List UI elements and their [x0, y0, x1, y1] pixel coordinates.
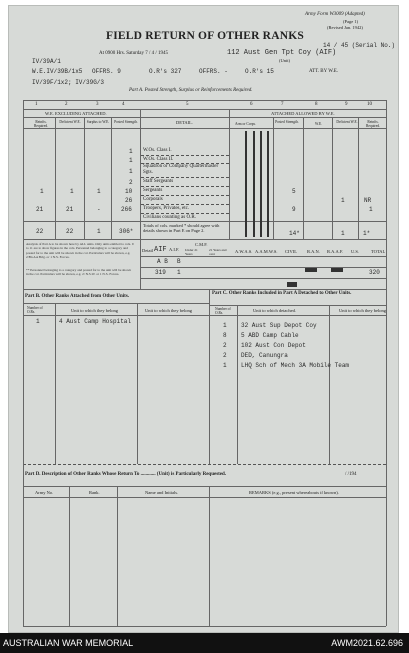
rule [141, 186, 229, 187]
analysis-value: 1 [177, 269, 181, 276]
rule [23, 100, 24, 626]
unit-label: (Unit) [279, 58, 290, 63]
total-cell: 1* [363, 230, 371, 237]
rule [23, 626, 386, 627]
row-detail: Sergeants [143, 188, 163, 193]
row-detail: Troopers, Privates, etc. [143, 206, 190, 211]
archive-footer [0, 633, 409, 653]
cell: - [97, 206, 101, 213]
arm-header: Arm or Corps. [235, 122, 256, 126]
serial-number: 14 / 45 (Serial No.) [323, 42, 396, 49]
footer-right: AWM2021.62.696 [331, 638, 403, 648]
rule [23, 303, 209, 304]
posted-header: Posted Strength. [114, 120, 138, 124]
rule [332, 117, 333, 239]
total-cell: 22 [66, 228, 74, 235]
stroke [245, 131, 247, 237]
part-d-col: REMARKS (e.g., present whereabouts if known). [249, 490, 339, 495]
deficient2-header: Deficient W.E. [336, 120, 358, 124]
footer-left: AUSTRALIAN WAR MEMORIAL [3, 638, 134, 648]
col-num: 4 [122, 102, 125, 107]
att-by: ATT. BY W.E. [309, 69, 339, 74]
stroke [260, 131, 262, 237]
part-b-title: Part B. Other Ranks Attached from Other Units. [25, 294, 130, 299]
rule [140, 256, 386, 257]
row-detail: W.Os. Class I. [143, 148, 172, 153]
part-b-col: Unit to which they belong [145, 308, 192, 313]
rule [23, 100, 386, 101]
analysis-value: 319 [155, 269, 166, 276]
rule [140, 278, 386, 279]
part-c-title: Part C. Other Ranks Included in Part A Detached to Other Units. [212, 291, 352, 296]
col-num: 6 [250, 102, 253, 107]
part-c-num: 1 [223, 362, 227, 369]
surplus-header: Surplus to W.E. [86, 120, 110, 124]
rule [23, 109, 386, 110]
analysis-label: U.S. [351, 249, 360, 254]
total-cell: 14* [289, 230, 300, 237]
analysis-label: R.A.N. [307, 249, 320, 254]
total-cell: 306* [119, 228, 134, 235]
cell: 9 [292, 206, 296, 213]
row-detail: Civilians counting as O.R. [143, 215, 196, 220]
cell: 1 [97, 188, 101, 195]
analysis-label: AIF [154, 246, 167, 254]
rule [141, 177, 229, 178]
rule [141, 204, 229, 205]
analysis-label: CIVIL [285, 249, 297, 254]
rule [209, 305, 386, 306]
rule [229, 109, 230, 239]
total-cell: 22 [36, 228, 44, 235]
part-d-title: Part D. Description of Other Ranks Whose Return To ............ (Unit) is Particularly Requested. [25, 472, 227, 477]
posted2-header: Posted Strength. [275, 120, 299, 124]
part-d-col: Rank. [89, 490, 100, 495]
we-line: W.E.IV/39B/1x5 [32, 68, 83, 75]
detail-header: DETAIL. [176, 120, 194, 125]
col-num: 10 [367, 102, 372, 107]
part-b-unit: 4 Aust Camp Hospital [59, 318, 132, 325]
rule [23, 486, 386, 487]
analysis-label: C.M.F. [195, 242, 208, 247]
part-c-num: 2 [223, 342, 227, 349]
part-c-unit: LHQ Sch of Mech 3A Mobile Team [241, 362, 350, 369]
col-num: 5 [186, 102, 189, 107]
col-num: 8 [315, 102, 318, 107]
rule [141, 195, 229, 196]
stroke [267, 131, 269, 237]
rule [273, 117, 274, 239]
rule [140, 239, 141, 289]
stamp-mark [287, 282, 297, 287]
analysis-label: A.W.A.S. [235, 249, 253, 254]
analysis-sub: Under 21 Years [185, 248, 198, 256]
part-c-num: 1 [223, 322, 227, 329]
analysis-label: Detail [142, 248, 153, 253]
cell: 1 [129, 157, 133, 164]
cell: 1 [341, 197, 345, 204]
rule [386, 100, 387, 626]
rule [141, 163, 229, 164]
rule [141, 213, 229, 214]
rule [303, 117, 304, 239]
part-c-col: Number of O.Rs. [215, 307, 231, 315]
rule [140, 109, 141, 239]
part-d-date: / /194 [345, 472, 357, 477]
cell: NR [364, 197, 372, 204]
reinf-header: Reinfts. Required. [33, 120, 49, 128]
part-c-col: Unit to which they belong [339, 308, 386, 313]
rule [358, 117, 359, 239]
part-c-num: 8 [223, 332, 227, 339]
rule [329, 305, 330, 464]
part-b-num: 1 [36, 318, 40, 325]
unit-name: 112 Aust Gen Tpt Coy (AIF) [227, 49, 337, 57]
stamp-mark [305, 268, 317, 272]
offrs-2: OFFRS. - [199, 68, 228, 75]
rule [140, 267, 386, 268]
ref-2: IV/39F/1x2; IV/39G/3 [32, 79, 105, 86]
reinf2-header: Reinfts. Required. [365, 120, 381, 128]
form-code: Army Form W3009 (Adapted) [305, 12, 365, 17]
col-num: 3 [96, 102, 99, 107]
col-num: 7 [281, 102, 284, 107]
cell: 1 [129, 148, 133, 155]
rule [137, 303, 138, 464]
analysis-note: Analysis of Part A to be shown here by ALL units. Only units entitled to cols. 9 to 11 are to show figures in the cols. Personnel belonging to a category and posted for to the unit will be shown in the col. Particulars will be shown, e.g. 2/Bn AA Brig. or 1 N.S. Forces. [26, 242, 134, 259]
analysis-value: A B [157, 258, 168, 265]
cell: 1 [70, 188, 74, 195]
offrs: OFFRS. 9 [92, 68, 121, 75]
part-d-col: Name and Initials. [145, 490, 179, 495]
rule [23, 315, 386, 316]
stroke [253, 131, 255, 237]
total-cell: 1 [341, 230, 345, 237]
perforation-line [23, 464, 386, 465]
ors-2: O.R's 15 [245, 68, 274, 75]
cell: 21 [36, 206, 44, 213]
at-line: At 0900 Hrs. Saturday 7 / 4 / 1945 [99, 51, 169, 56]
ors: O.R's 327 [149, 68, 182, 75]
form-page: (Page 1) [343, 19, 359, 24]
form-sheet [9, 6, 398, 632]
rule [141, 155, 229, 156]
rule [84, 117, 85, 239]
form-revised: (Revised Jan. 1942) [327, 25, 363, 30]
att-allowed-header: ATTACHED ALLOWED BY W.E. [271, 111, 335, 116]
col-num: 9 [345, 102, 348, 107]
deficient-header: Deficient W.E. [59, 120, 81, 124]
analysis-sub: 21 Years and over [209, 248, 227, 256]
cell: 2 [129, 179, 133, 186]
cell: 21 [66, 206, 74, 213]
col-num: 2 [65, 102, 68, 107]
analysis-label: A.I.F. [169, 247, 180, 252]
rule [55, 117, 56, 239]
cell: 10 [125, 188, 133, 195]
cell: 1 [129, 168, 133, 175]
analysis-label: A.A.M.W.S. [255, 249, 278, 254]
rule [237, 305, 238, 464]
part-c-num: 2 [223, 352, 227, 359]
we-excl-header: W.E. EXCLUDING ATTACHED. [45, 111, 107, 116]
rule [111, 117, 112, 239]
rule [23, 497, 386, 498]
part-d-col: Army No. [35, 490, 54, 495]
part-c-unit: 102 Aust Con Depot [241, 342, 306, 349]
analysis-total: 320 [369, 269, 380, 276]
row-detail: W.Os. Class II. [143, 157, 174, 162]
part-c-unit: 32 Aust Sup Depot Coy [241, 322, 317, 329]
part-c-col: Unit to which detached. [253, 308, 296, 313]
row-detail: Squadron or Company Quartermaster Sgts. [143, 164, 219, 175]
analysis-value: B [177, 258, 181, 265]
cell: 1 [40, 188, 44, 195]
part-c-unit: 5 ABD Camp Cable [241, 332, 299, 339]
totals-detail: Totals of cols. marked * should agree with details shown in Part E on Page 2. [143, 223, 220, 233]
cell: 266 [121, 206, 132, 213]
we2-header: W.E. [315, 122, 323, 126]
part-b-col: Number of O.Rs. [27, 306, 43, 314]
rule [55, 303, 56, 464]
stamp-mark [331, 268, 343, 272]
cell: 1 [369, 206, 373, 213]
part-c-unit: DED, Canungra [241, 352, 288, 359]
row-detail: Staff Sergeants [143, 179, 174, 184]
row-detail: Corporals [143, 197, 163, 202]
col-num: 1 [35, 102, 38, 107]
analysis-label: R.A.A.F. [327, 249, 344, 254]
cell: 26 [125, 197, 133, 204]
form-title: FIELD RETURN OF OTHER RANKS [106, 30, 304, 42]
total-cell: 1 [97, 228, 101, 235]
analysis-label: TOTAL [371, 249, 386, 254]
part-b-col: Unit to which they belong [71, 308, 118, 313]
ref-1: IV/39A/1 [32, 58, 61, 65]
rule [209, 486, 210, 626]
analysis-note-2: ** Personnel belonging to a category and posted for to the unit will be shown in the col. Particulars will be shown, e.g. 2/ N.S.W. or 1 N.S. Forces. [26, 268, 132, 277]
rule [117, 486, 118, 626]
part-a-title: Part A. Posted Strength, Surplus or Reinforcements Required. [129, 88, 253, 93]
cell: 5 [292, 188, 296, 195]
rule [69, 486, 70, 626]
rule [23, 239, 386, 240]
